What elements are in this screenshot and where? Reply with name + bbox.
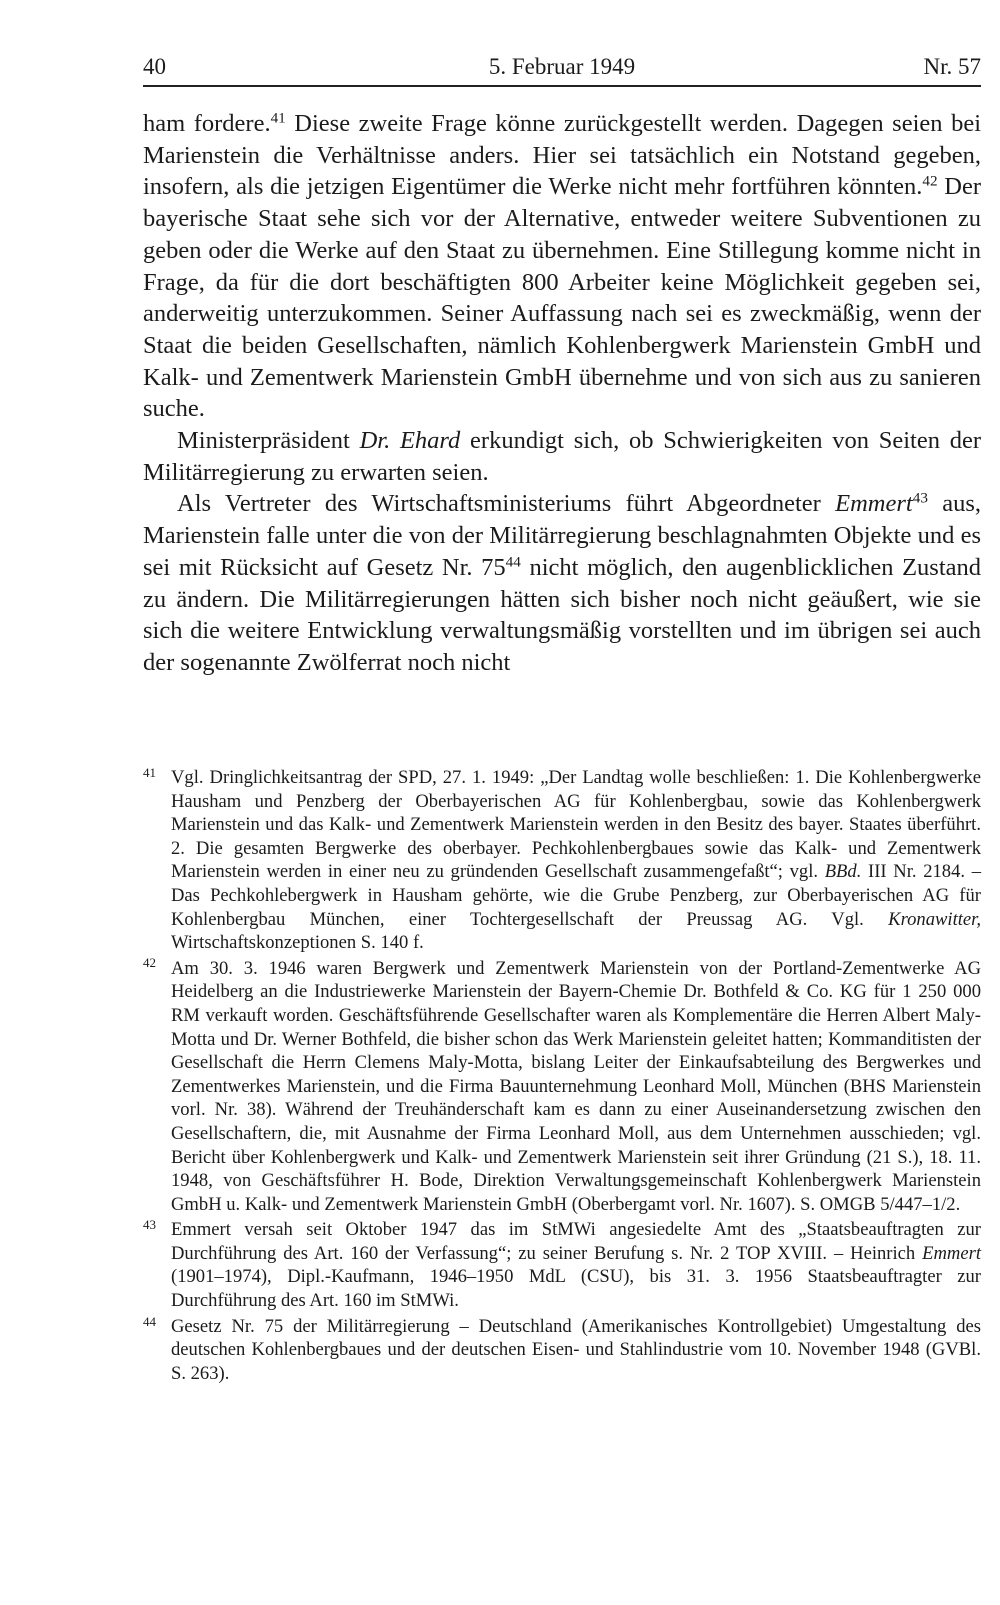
footnote-text: Gesetz Nr. 75 der Militärregierung – Deutschland (Amerikanisches Kontrollgebiet) Umgestaltung des deutschen Kohlenbergbaues und der deutschen Eisen- und Stahlindustrie vom 10. November 1948 (GVBl. S. 263). (171, 1315, 981, 1384)
paragraph-1 (143, 108, 981, 425)
footnote-ref-44: 44 (505, 553, 521, 571)
page-number: 40 (143, 54, 166, 79)
header-date: 5. Februar 1949 (488, 54, 636, 79)
footnote-ref-41: 41 (270, 109, 286, 127)
footnote-text: III Nr. 2184. – Das Pechkohlebergwerk in Hausham gehörte, wie die Grube Penzberg, zur Oberbayerischen AG für Kohlenbergbau München, einer Tochtergesellschaft der Preussag AG. Vgl. (171, 861, 981, 930)
paragraph-3-part-b: aus, Marienstein falle unter die von der Militärregierung beschlagnahmten Objekte und es sei mit Rücksicht auf Gesetz Nr. 75 (143, 490, 981, 581)
speaker-name: Dr. Ehard (359, 427, 461, 455)
footnote-44 (143, 1315, 981, 1386)
paragraph-3 (143, 488, 981, 678)
footnote-number: 41 (143, 765, 156, 780)
footnote-41 (143, 766, 981, 955)
footnote-ref-42: 42 (922, 173, 938, 191)
footnote-42 (143, 954, 981, 1217)
running-header (143, 52, 981, 86)
paragraph-3-part-a: Als Vertreter des Wirtschaftsministeriums führt Abgeordneter (177, 490, 836, 518)
footnote-person-name: Emmert (922, 1242, 981, 1264)
paragraph-1-part-b: Diese zweite Frage könne zurückgestellt werden. Dagegen seien bei Marienstein die Verhältnisse anders. Hier sei tatsächlich ein Notstand gegeben, insofern, als die jetzigen Eigentümer die Werke nicht mehr fortführen könnten. (143, 110, 981, 201)
footnote-number: 42 (143, 954, 156, 970)
footnote-text: Vgl. Dringlichkeitsantrag der SPD, 27. 1. 1949: „Der Landtag wolle beschließen: 1. Die Kohlenbergwerke Hausham und Penzberg der Oberbayerischen AG für Kohlenbergbau, sowie das Kohlenbergwerk Marienstein und das Kalk- und Zementwerk Marienstein werden in den Besitz des bayer. Staates überführt. 2. Die gesamten Bergwerke des oberbayer. Pechkohlenbergbaues sowie das Kalk- und Zementwerk Marienstein werden in einer neu zu gründenden Gesellschaft zusammengefaßt“; vgl. (171, 767, 981, 883)
footnote-ref-43: 43 (912, 490, 928, 508)
footnote-text: Emmert versah seit Oktober 1947 das im StMWi angesiedelte Amt des „Staatsbeauftragten zur Durchführung des Art. 160 der Verfassung“; zu seiner Berufung s. Nr. 2 TOP XVIII. – Heinrich (171, 1219, 981, 1264)
header-rule (143, 85, 981, 87)
paragraph-3-part-c: nicht möglich, den augenblicklichen Zustand zu ändern. Die Militärregierungen hätten sich bisher noch nicht geäußert, wie sie sich die weitere Entwicklung verwaltungsmäßig vorstellten und im übrigen sei auch der sogenannte Zwölferrat noch nicht (143, 553, 981, 676)
paragraph-2-part-b: erkundigt sich, ob Schwierigkeiten von Seiten der Militärregierung zu erwarten seien. (143, 427, 981, 486)
main-text (143, 108, 981, 679)
paragraph-2-part-a: Ministerpräsident (177, 427, 360, 455)
footnote-text: Am 30. 3. 1946 waren Bergwerk und Zementwerk Marienstein von der Portland-Zementwerke AG Heidelberg an die Industriewerke Marienstein der Bayern-Chemie Dr. Bothfeld & Co. KG für 1 250 000 RM verkauft worden. Geschäftsführende Gesellschafter waren als Komplementäre die Herren Albert Maly-Motta und Dr. Werner Bothfeld, die bisher schon das Werk Marienstein geleitet hatten; Kommanditisten der Gesellschaft die Herrn Clemens Maly-Motta, bislang Leiter der Einkaufsabteilung des Bergwerkes und Zementwerkes Marienstein, und die Firma Bauunternehmung Leonhard Moll, München (BHS Marienstein vorl. Nr. 38). Während der Treuhänderschaft kam es dann zu einer Auseinandersetzung zwischen den Gesellschaftern, die, mit Ausnahme der Firma Leonhard Moll, aus dem Unternehmen ausschieden; vgl. Bericht über Kohlenbergwerk und Kalk- und Zementwerk Marienstein seit ihrer Gründung (21 S.), 18. 11. 1948, von Geschäftsführer H. Bode, Direktion Verwaltungsgemeinschaft Kohlenbergwerk Marienstein GmbH u. Kalk- und Zementwerk Marienstein GmbH (Oberbergamt vorl. Nr. 1607). S. OMGB 5/447–1/2. (171, 957, 981, 1215)
paragraph-1-part-a: ham fordere. (143, 110, 271, 137)
paragraph-1-part-c: Der bayerische Staat sehe sich vor der Alternative, entweder weitere Subventionen zu geben oder die Werke auf den Staat zu übernehmen. Eine Stillegung komme nicht in Frage, da für die dort beschäftigten 800 Arbeiter keine Möglichkeit gegeben sei, anderweitig unterzukommen. Seiner Auffassung nach sei es zweckmäßig, wenn der Staat die beiden Gesellschaften, nämlich Kohlenbergwerk Marienstein GmbH und Kalk- und Zementwerk Marienstein GmbH übernehme und von sich aus zu sanieren suche. (143, 173, 982, 423)
footnote-citation: Kronawitter, (888, 908, 981, 930)
paragraph-2 (143, 425, 981, 488)
footnotes (143, 766, 981, 1387)
footnote-number: 44 (143, 1313, 156, 1329)
footnote-citation: BBd. (824, 861, 862, 883)
footnote-43 (143, 1218, 981, 1312)
footnote-number: 43 (143, 1217, 156, 1233)
footnote-text: Wirtschaftskonzeptionen S. 140 f. (171, 932, 424, 954)
speaker-name: Emmert (835, 490, 913, 518)
footnote-text: (1901–1974), Dipl.-Kaufmann, 1946–1950 MdL (CSU), bis 31. 3. 1956 Staatsbeauftragter zur Durchführung des Art. 160 im StMWi. (171, 1266, 981, 1312)
document-number: Nr. 57 (923, 54, 981, 79)
